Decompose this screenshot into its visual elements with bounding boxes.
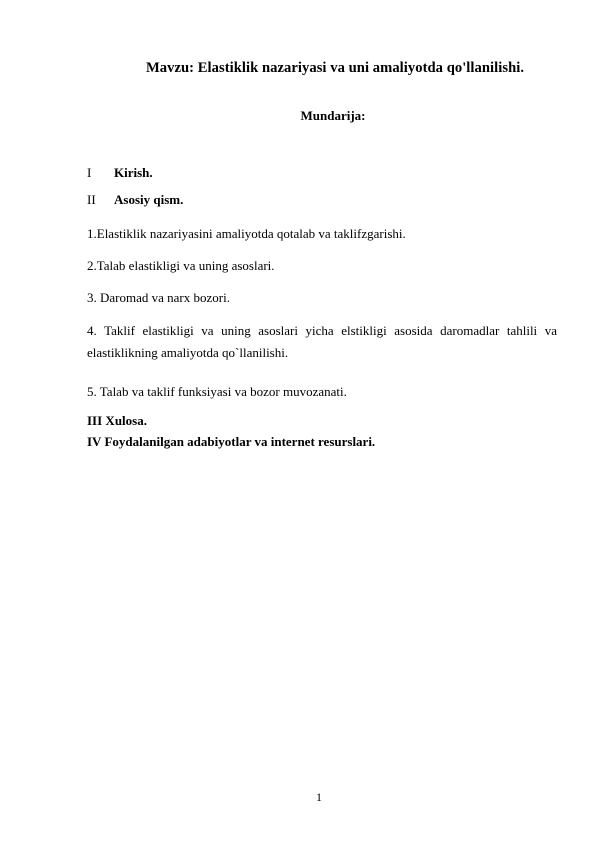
toc-item-5: 5. Talab va taklif funksiyasi va bozor muvozanati.	[87, 384, 347, 399]
toc-item-4: 4. Taklif elastikligi va uning asoslari yicha elstikligi asosida daromadlar tahlili va elastiklikning amaliyotda qo`llanilishi.	[87, 323, 557, 360]
toc-item-2: 2.Talab elastikligi va uning asoslari.	[87, 258, 275, 273]
toc-section-conclusion: III Xulosa.	[87, 413, 147, 428]
section-label: Kirish.	[114, 165, 153, 180]
toc-item-1: 1.Elastiklik nazariyasini amaliyotda qotalab va taklifzgarishi.	[87, 226, 406, 241]
section-number: I	[87, 165, 92, 180]
section-label: Asosiy qism.	[114, 192, 184, 207]
toc-section-references: IV Foydalanilgan adabiyotlar va internet resurslari.	[87, 434, 376, 449]
toc-section-main	[87, 192, 183, 208]
toc-item-3: 3. Daromad va narx bozori.	[87, 290, 230, 305]
page-number: 1	[316, 790, 322, 804]
document-title: Mavzu: Elastiklik nazariyasi va uni amaliyotda qo'llanilishi.	[145, 60, 525, 76]
toc-section-intro	[87, 165, 153, 181]
toc-heading: Mundarija:	[300, 108, 366, 123]
section-number: II	[87, 192, 96, 207]
